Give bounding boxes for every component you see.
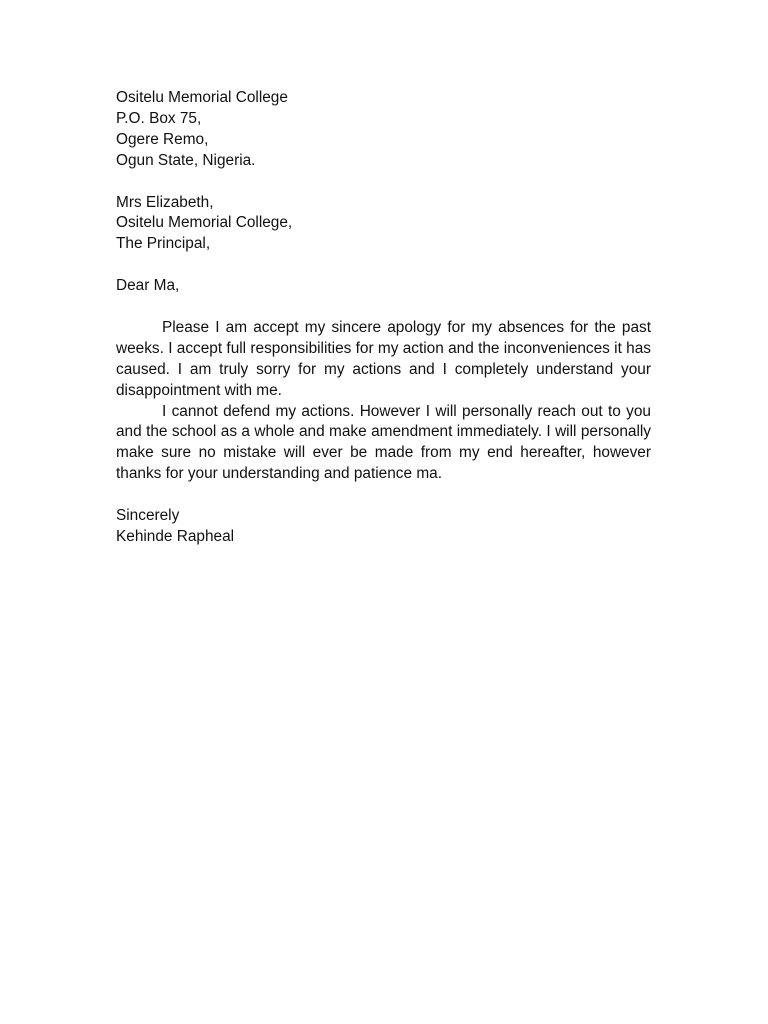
sender-address-line: P.O. Box 75, (116, 109, 202, 127)
sender-address-line: Ositelu Memorial College (116, 89, 288, 106)
spacer (116, 255, 651, 276)
body-paragraph: I cannot defend my actions. However I will personally reach out to you and the school as a whole and make amendment immediately. I will personally make sure no mistake will ever be made from my end hereafter, however thanks for your understanding and patience ma. (116, 402, 651, 483)
salutation: Dear Ma, (116, 277, 180, 295)
letter-page (116, 88, 651, 548)
body-paragraph: Please I am accept my sincere apology for my absences for the past weeks. I accept full responsibilities for my action and the inconveniences it has caused. I am truly sorry for my actions and I completely understand your disappointment with me. (116, 318, 651, 399)
spacer (116, 172, 651, 193)
closing: Sincerely (116, 507, 180, 525)
recipient-address-line: Mrs Elizabeth, (116, 193, 214, 211)
spacer (116, 485, 651, 506)
recipient-address (116, 193, 651, 256)
sender-address (116, 88, 651, 172)
recipient-address-line: Ositelu Memorial College, (116, 214, 293, 232)
sender-address-line: Ogun State, Nigeria. (116, 151, 256, 169)
sender-address-line: Ogere Remo, (116, 130, 209, 148)
recipient-address-line: The Principal, (116, 235, 211, 253)
signature-name: Kehinde Rapheal (116, 527, 235, 545)
spacer (116, 297, 651, 318)
